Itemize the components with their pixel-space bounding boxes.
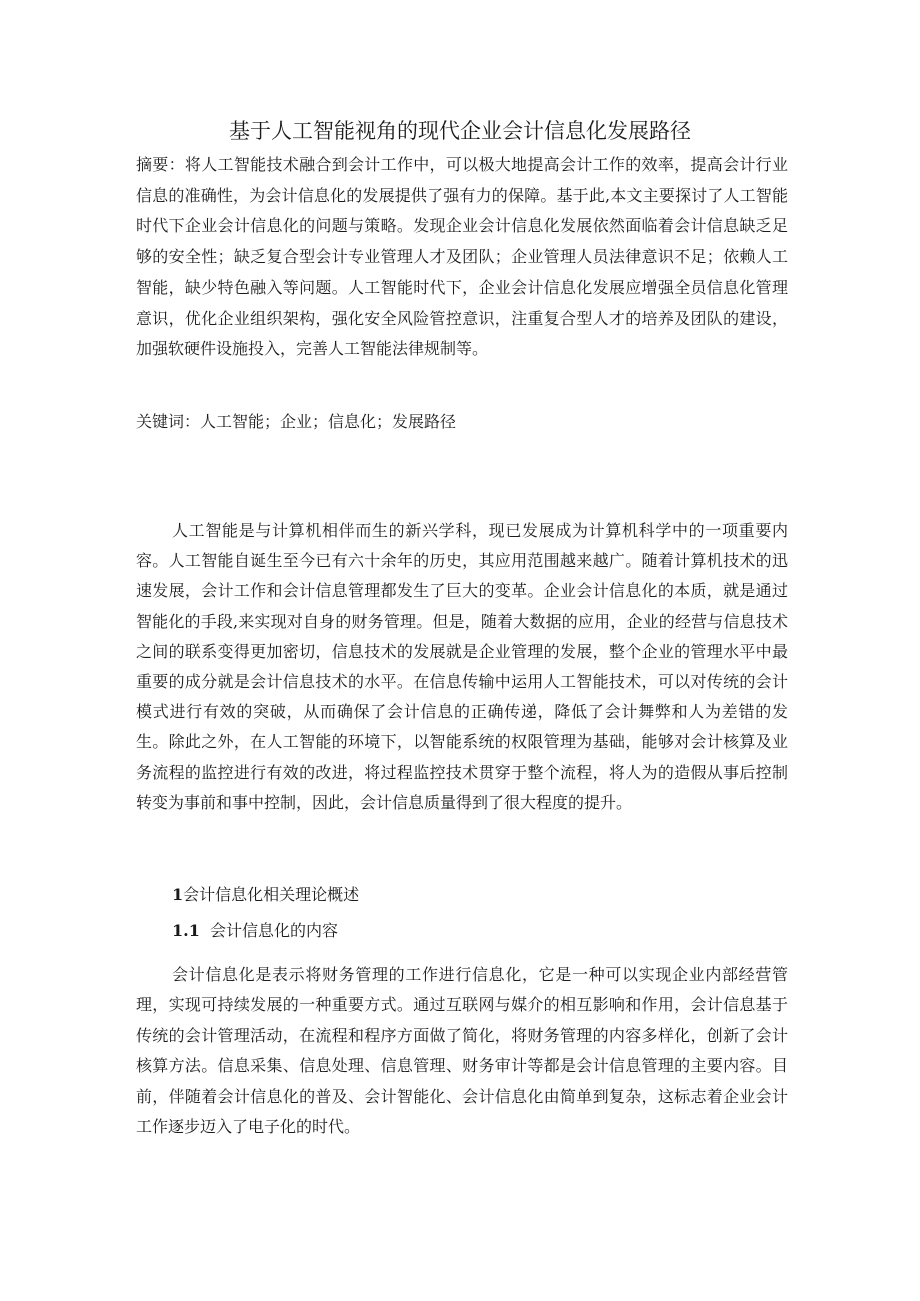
section-1-1-heading xyxy=(172,916,338,946)
section-1-1-title: 会计信息化的内容 xyxy=(210,921,339,940)
section-1-1-number: 1.1 xyxy=(172,921,200,940)
section-1-title: 会计信息化相关理论概述 xyxy=(183,885,360,904)
section-1-1-body: 会计信息化是表示将财务管理的工作进行信息化，它是一种可以实现企业内部经营管理，实现可持续发展的一种重要方式。通过互联网与媒介的相互影响和作用，会计信息基于传统的会计管理活动，在流程和程序方面做了简化，将财务管理的内容多样化，创新了会计核算方法。信息采集、信息处理、信息管理、财务审计等都是会计信息管理的主要内容。目前，伴随着会计信息化的普及、会计智能化、会计信息化由简单到复杂，这标志着企业会计工作逐步迈入了电子化的时代。 xyxy=(136,965,788,1137)
section-1-heading xyxy=(172,880,359,910)
paper-title: 基于人工智能视角的现代企业会计信息化发展路径 xyxy=(229,119,691,143)
section-1-number: 1 xyxy=(172,885,184,904)
keywords: 关键词：人工智能；企业；信息化；发展路径 xyxy=(136,412,457,431)
intro-paragraph: 人工智能是与计算机相伴而生的新兴学科，现已发展成为计算机科学中的一项重要内容。人工智能自诞生至今已有六十余年的历史，其应用范围越来越广。随着计算机技术的迅速发展，会计工作和会计信息管理都发生了巨大的变革。企业会计信息化的本质，就是通过智能化的手段,来实现对自身的财务管理。但是，随着大数据的应用，企业的经营与信息技术之间的联系变得更加密切，信息技术的发展就是企业管理的发展，整个企业的管理水平中最重要的成分就是会计信息技术的水平。在信息传输中运用人工智能技术，可以对传统的会计模式进行有效的突破，从而确保了会计信息的正确传递，降低了会计舞弊和人为差错的发生。除此之外，在人工智能的环境下，以智能系统的权限管理为基础，能够对会计核算及业务流程的监控进行有效的改进，将过程监控技术贯穿于整个流程，将人为的造假从事后控制转变为事前和事中控制，因此，会计信息质量得到了很大程度的提升。 xyxy=(136,521,788,812)
abstract: 摘要：将人工智能技术融合到会计工作中，可以极大地提高会计工作的效率，提高会计行业信息的准确性，为会计信息化的发展提供了强有力的保障。基于此,本文主要探讨了人工智能时代下企业会计信息化的问题与策略。发现企业会计信息化发展依然面临着会计信息缺乏足够的安全性；缺乏复合型会计专业管理人才及团队；企业管理人员法律意识不足；依赖人工智能，缺少特色融入等问题。人工智能时代下，企业会计信息化发展应增强全员信息化管理意识，优化企业组织架构，强化安全风险管控意识，注重复合型人才的培养及团队的建设，加强软硬件设施投入，完善人工智能法律规制等。 xyxy=(136,155,788,359)
